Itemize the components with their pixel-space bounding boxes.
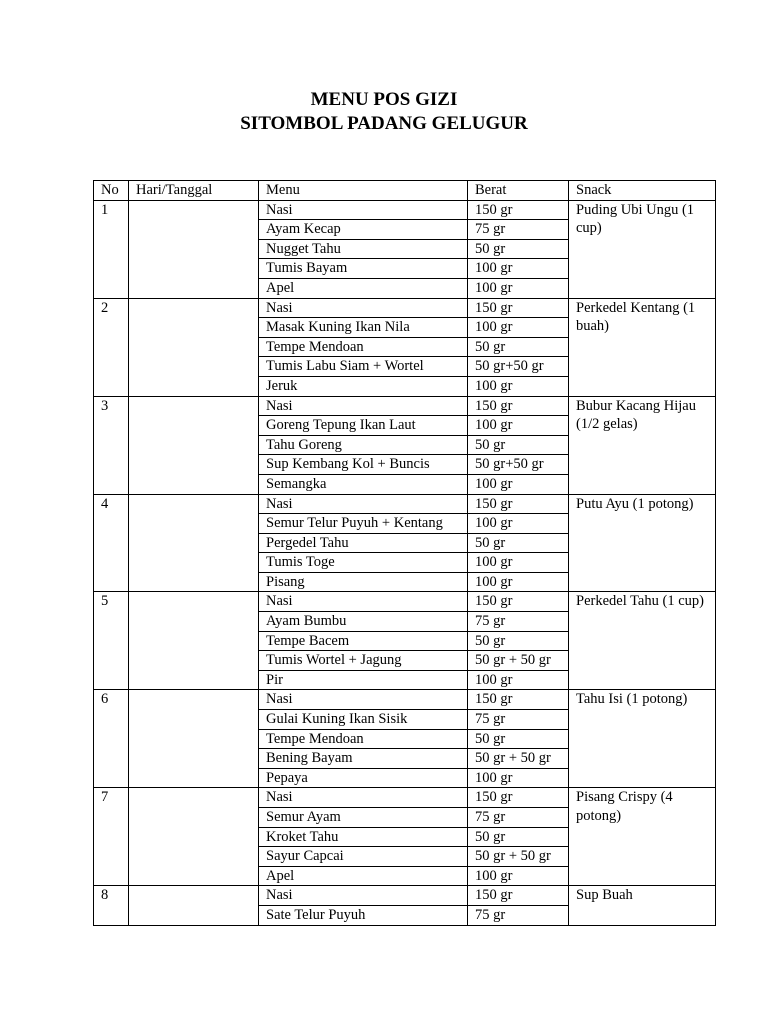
day-date: [129, 592, 259, 690]
header-day: Hari/Tanggal: [129, 181, 259, 201]
menu-item: Nasi: [259, 886, 468, 906]
menu-item: Tempe Bacem: [259, 631, 468, 651]
menu-item: Sup Kembang Kol + Buncis: [259, 455, 468, 475]
menu-item: Sayur Capcai: [259, 847, 468, 867]
day-number: 5: [94, 592, 129, 690]
menu-weight: 75 gr: [468, 220, 569, 240]
table-row: [94, 494, 716, 514]
day-number: 6: [94, 690, 129, 788]
menu-item: Apel: [259, 278, 468, 298]
menu-weight: 100 gr: [468, 474, 569, 494]
menu-weight: 100 gr: [468, 416, 569, 436]
day-date: [129, 298, 259, 396]
menu-item: Nasi: [259, 494, 468, 514]
menu-weight: 100 gr: [468, 553, 569, 573]
day-date: [129, 494, 259, 592]
day-number: 3: [94, 396, 129, 494]
menu-item: Nugget Tahu: [259, 239, 468, 259]
snack-item: Perkedel Tahu (1 cup): [569, 592, 716, 690]
day-date: [129, 200, 259, 298]
menu-item: Pepaya: [259, 768, 468, 788]
menu-weight: 50 gr+50 gr: [468, 357, 569, 377]
menu-item: Nasi: [259, 200, 468, 220]
menu-weight: 150 gr: [468, 886, 569, 906]
menu-weight: 50 gr: [468, 533, 569, 553]
day-date: [129, 788, 259, 886]
menu-item: Gulai Kuning Ikan Sisik: [259, 710, 468, 730]
menu-item: Semur Telur Puyuh + Kentang: [259, 514, 468, 534]
menu-item: Pergedel Tahu: [259, 533, 468, 553]
menu-weight: 50 gr: [468, 435, 569, 455]
menu-item: Pir: [259, 670, 468, 690]
menu-weight: 75 gr: [468, 710, 569, 730]
menu-weight: 150 gr: [468, 396, 569, 416]
day-number: 2: [94, 298, 129, 396]
menu-item: Bening Bayam: [259, 749, 468, 769]
menu-item: Tumis Toge: [259, 553, 468, 573]
menu-item: Nasi: [259, 788, 468, 808]
header-snack: Snack: [569, 181, 716, 201]
snack-item: Bubur Kacang Hijau (1/2 gelas): [569, 396, 716, 494]
document-title: MENU POS GIZI: [310, 89, 458, 110]
menu-item: Kroket Tahu: [259, 827, 468, 847]
menu-weight: 50 gr: [468, 337, 569, 357]
menu-weight: 100 gr: [468, 278, 569, 298]
menu-weight: 50 gr + 50 gr: [468, 749, 569, 769]
menu-weight: 100 gr: [468, 768, 569, 788]
menu-weight: 100 gr: [468, 259, 569, 279]
day-date: [129, 886, 259, 925]
day-date: [129, 396, 259, 494]
table-row: [94, 886, 716, 906]
menu-item: Tempe Mendoan: [259, 729, 468, 749]
menu-weight: 150 gr: [468, 494, 569, 514]
menu-item: Ayam Bumbu: [259, 612, 468, 632]
menu-weight: 75 gr: [468, 905, 569, 925]
day-number: 7: [94, 788, 129, 886]
menu-weight: 50 gr: [468, 239, 569, 259]
table-row: [94, 298, 716, 318]
snack-item: Tahu Isi (1 potong): [569, 690, 716, 788]
menu-item: Tumis Bayam: [259, 259, 468, 279]
menu-item: Tumis Wortel + Jagung: [259, 651, 468, 671]
menu-item: Semur Ayam: [259, 808, 468, 828]
menu-item: Nasi: [259, 298, 468, 318]
table-body: [94, 200, 716, 925]
menu-weight: 50 gr: [468, 827, 569, 847]
menu-item: Nasi: [259, 592, 468, 612]
snack-item: Sup Buah: [569, 886, 716, 925]
menu-item: Masak Kuning Ikan Nila: [259, 318, 468, 338]
document-subtitle: SITOMBOL PADANG GELUGUR: [240, 113, 528, 134]
day-date: [129, 690, 259, 788]
header-berat: Berat: [468, 181, 569, 201]
table-header-row: [94, 181, 716, 201]
day-number: 4: [94, 494, 129, 592]
menu-weight: 150 gr: [468, 788, 569, 808]
menu-table: [93, 180, 716, 926]
day-number: 1: [94, 200, 129, 298]
header-no: No: [94, 181, 129, 201]
snack-item: Putu Ayu (1 potong): [569, 494, 716, 592]
menu-item: Semangka: [259, 474, 468, 494]
menu-weight: 100 gr: [468, 572, 569, 592]
snack-item: Pisang Crispy (4 potong): [569, 788, 716, 886]
snack-item: Puding Ubi Ungu (1 cup): [569, 200, 716, 298]
header-menu: Menu: [259, 181, 468, 201]
menu-item: Ayam Kecap: [259, 220, 468, 240]
menu-item: Tempe Mendoan: [259, 337, 468, 357]
menu-weight: 100 gr: [468, 318, 569, 338]
table-row: [94, 592, 716, 612]
menu-weight: 100 gr: [468, 670, 569, 690]
menu-weight: 100 gr: [468, 514, 569, 534]
table-row: [94, 396, 716, 416]
table-row: [94, 690, 716, 710]
menu-weight: 150 gr: [468, 200, 569, 220]
menu-weight: 50 gr: [468, 631, 569, 651]
table-row: [94, 200, 716, 220]
menu-item: Nasi: [259, 690, 468, 710]
menu-weight: 150 gr: [468, 690, 569, 710]
menu-weight: 100 gr: [468, 376, 569, 396]
menu-item: Goreng Tepung Ikan Laut: [259, 416, 468, 436]
day-number: 8: [94, 886, 129, 925]
menu-item: Nasi: [259, 396, 468, 416]
menu-item: Tahu Goreng: [259, 435, 468, 455]
menu-weight: 150 gr: [468, 592, 569, 612]
table-row: [94, 788, 716, 808]
menu-item: Jeruk: [259, 376, 468, 396]
menu-item: Sate Telur Puyuh: [259, 905, 468, 925]
menu-weight: 75 gr: [468, 612, 569, 632]
snack-item: Perkedel Kentang (1 buah): [569, 298, 716, 396]
menu-item: Pisang: [259, 572, 468, 592]
menu-weight: 50 gr + 50 gr: [468, 651, 569, 671]
menu-weight: 50 gr + 50 gr: [468, 847, 569, 867]
menu-weight: 100 gr: [468, 866, 569, 886]
menu-weight: 150 gr: [468, 298, 569, 318]
menu-item: Tumis Labu Siam + Wortel: [259, 357, 468, 377]
menu-item: Apel: [259, 866, 468, 886]
menu-weight: 75 gr: [468, 808, 569, 828]
menu-weight: 50 gr: [468, 729, 569, 749]
menu-weight: 50 gr+50 gr: [468, 455, 569, 475]
